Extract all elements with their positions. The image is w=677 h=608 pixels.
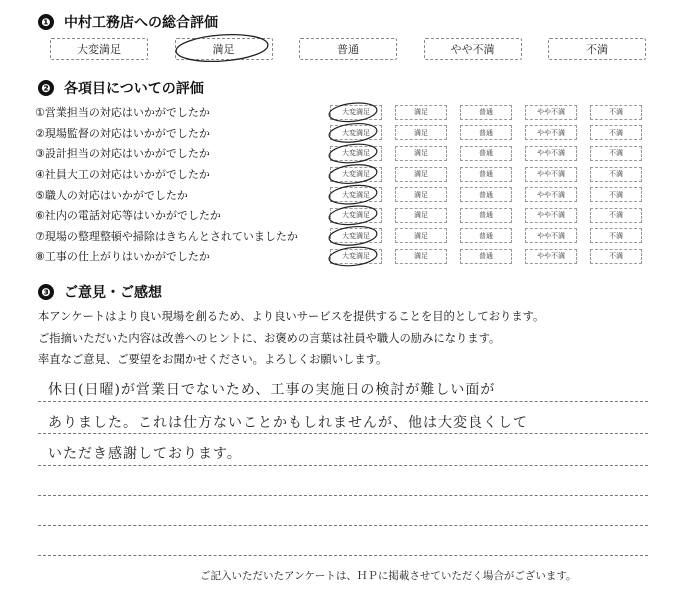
question-option-somewhat-dissatisfied[interactable]: やや不満 [525, 228, 577, 243]
question-option-neutral[interactable]: 普通 [460, 167, 512, 182]
question-list [35, 102, 645, 267]
section2-title: 各項目についての評価 [64, 81, 204, 97]
question-row [35, 123, 645, 144]
question-option-dissatisfied[interactable]: 不満 [590, 125, 642, 140]
question-label: ③設計担当の対応はいかがでしたか [35, 147, 210, 161]
overall-option-satisfied[interactable]: 満足 [175, 38, 273, 60]
section3-title: ご意見・ご感想 [64, 285, 162, 301]
question-options [330, 146, 642, 161]
overall-option-very-satisfied[interactable]: 大変満足 [50, 38, 148, 60]
question-option-dissatisfied[interactable]: 不満 [590, 249, 642, 264]
question-row [35, 205, 645, 226]
section2-number: ❷ [38, 80, 54, 96]
question-label: ⑦現場の整理整頓や掃除はきちんとされていましたか [35, 229, 298, 243]
question-option-very-satisfied[interactable]: 大変満足 [330, 105, 382, 120]
question-option-dissatisfied[interactable]: 不満 [590, 208, 642, 223]
question-options [330, 167, 642, 182]
question-option-satisfied[interactable]: 満足 [395, 228, 447, 243]
question-row [35, 246, 645, 267]
question-row [35, 164, 645, 185]
question-label: ⑤職人の対応はいかがでしたか [35, 188, 188, 202]
question-option-very-satisfied[interactable]: 大変満足 [330, 228, 382, 243]
question-label: ①営業担当の対応はいかがでしたか [35, 106, 210, 120]
question-option-dissatisfied[interactable]: 不満 [590, 167, 642, 182]
question-options [330, 208, 642, 223]
question-option-dissatisfied[interactable]: 不満 [590, 105, 642, 120]
handwritten-line: 休日(日曜)が営業日でないため、工事の実施日の検討が難しい面が [48, 382, 496, 398]
question-option-neutral[interactable]: 普通 [460, 187, 512, 202]
question-option-satisfied[interactable]: 満足 [395, 125, 447, 140]
question-options [330, 187, 642, 202]
section2-header [38, 78, 204, 98]
intro-line: 本アンケートはより良い現場を創るため、より良いサービスを提供することを目的としております。 [38, 310, 545, 323]
question-option-neutral[interactable]: 普通 [460, 105, 512, 120]
question-option-satisfied[interactable]: 満足 [395, 208, 447, 223]
overall-rating-row [50, 38, 646, 60]
handwritten-line: いただき感謝しております。 [48, 446, 242, 462]
ruled-line [38, 401, 648, 402]
question-option-somewhat-dissatisfied[interactable]: やや不満 [525, 125, 577, 140]
question-option-somewhat-dissatisfied[interactable]: やや不満 [525, 167, 577, 182]
question-row [35, 184, 645, 205]
question-row [35, 102, 645, 123]
handwritten-line: ありました。これは仕方ないことかもしれませんが、他は大変良くして [48, 415, 528, 431]
question-option-neutral[interactable]: 普通 [460, 208, 512, 223]
question-option-neutral[interactable]: 普通 [460, 228, 512, 243]
question-options [330, 249, 642, 264]
question-label: ④社員大工の対応はいかがでしたか [35, 168, 210, 182]
intro-line: ご指摘いただいた内容は改善へのヒントに、お褒めの言葉は社員や職人の励みになります。 [38, 331, 501, 345]
question-options [330, 228, 642, 243]
question-row [35, 226, 645, 247]
question-label: ⑥社内の電話対応等はいかがでしたか [35, 209, 221, 223]
overall-option-dissatisfied[interactable]: 不満 [548, 38, 646, 60]
question-option-satisfied[interactable]: 満足 [395, 167, 447, 182]
question-option-satisfied[interactable]: 満足 [395, 187, 447, 202]
overall-option-somewhat-dissatisfied[interactable]: やや不満 [424, 38, 522, 60]
ruled-line [38, 495, 648, 496]
overall-option-neutral[interactable]: 普通 [299, 38, 397, 60]
ruled-line [38, 433, 648, 434]
question-option-satisfied[interactable]: 満足 [395, 249, 447, 264]
question-option-somewhat-dissatisfied[interactable]: やや不満 [525, 105, 577, 120]
question-option-dissatisfied[interactable]: 不満 [590, 187, 642, 202]
section3-number: ❸ [38, 284, 54, 300]
question-option-very-satisfied[interactable]: 大変満足 [330, 249, 382, 264]
question-option-satisfied[interactable]: 満足 [395, 146, 447, 161]
ruled-line [38, 465, 648, 466]
question-option-very-satisfied[interactable]: 大変満足 [330, 167, 382, 182]
question-option-dissatisfied[interactable]: 不満 [590, 146, 642, 161]
question-option-somewhat-dissatisfied[interactable]: やや不満 [525, 187, 577, 202]
question-option-neutral[interactable]: 普通 [460, 125, 512, 140]
question-label: ②現場監督の対応はいかがでしたか [35, 126, 210, 140]
section3-header [38, 282, 162, 302]
question-option-somewhat-dissatisfied[interactable]: やや不満 [525, 249, 577, 264]
question-option-dissatisfied[interactable]: 不満 [590, 228, 642, 243]
question-option-somewhat-dissatisfied[interactable]: やや不満 [525, 208, 577, 223]
ruled-line [38, 555, 648, 556]
intro-line: 率直なご意見、ご要望をお聞かせください。よろしくお願いします。 [38, 353, 388, 366]
question-row [35, 143, 645, 164]
question-option-somewhat-dissatisfied[interactable]: やや不満 [525, 146, 577, 161]
question-option-very-satisfied[interactable]: 大変満足 [330, 146, 382, 161]
question-option-very-satisfied[interactable]: 大変満足 [330, 187, 382, 202]
question-option-neutral[interactable]: 普通 [460, 146, 512, 161]
question-label: ⑧工事の仕上がりはいかがでしたか [35, 250, 210, 264]
ruled-line [38, 525, 648, 526]
question-option-neutral[interactable]: 普通 [460, 249, 512, 264]
section1-header [38, 12, 218, 32]
footnote: ご記入いただいたアンケートは、ＨＰに掲載させていただく場合がございます。 [200, 570, 577, 582]
question-option-very-satisfied[interactable]: 大変満足 [330, 208, 382, 223]
section1-title: 中村工務店への総合評価 [64, 15, 218, 31]
question-option-very-satisfied[interactable]: 大変満足 [330, 125, 382, 140]
question-options [330, 125, 642, 140]
section1-number: ❶ [38, 14, 54, 30]
question-options [330, 105, 642, 120]
question-option-satisfied[interactable]: 満足 [395, 105, 447, 120]
intro-text [38, 306, 648, 371]
